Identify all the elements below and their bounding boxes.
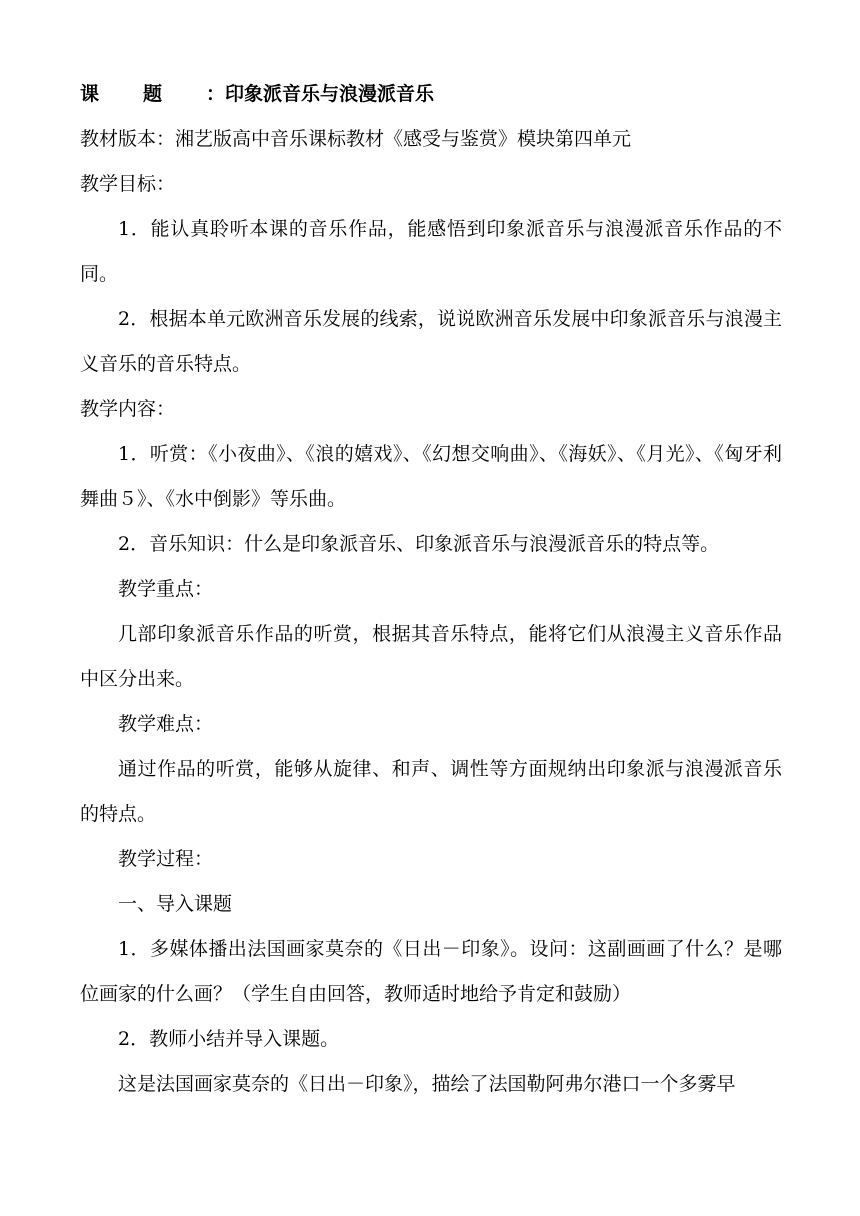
process-step-item-1: 1．多媒体播出法国画家莫奈的《日出－印象》。设问：这副画画了什么？是哪位画家的什么画？（学生自由回答，教师适时地给予肯定和鼓励）: [80, 938, 782, 1005]
teaching-content-heading: 教学内容：: [80, 398, 176, 420]
process-step-item-2: 2．教师小结并导入课题。: [118, 1028, 340, 1050]
teaching-difficulties-heading: 教学难点：: [118, 713, 214, 735]
textbook-edition: 教材版本：湘艺版高中音乐课标教材《感受与鉴赏》模块第四单元: [80, 128, 632, 150]
lesson-title-value: 印象派音乐与浪漫派音乐: [225, 83, 435, 105]
teaching-goal-item-1: 1．能认真聆听本课的音乐作品，能感悟到印象派音乐与浪漫派音乐作品的不同。: [80, 218, 782, 285]
lesson-title: [80, 72, 782, 117]
teaching-process-heading: 教学过程：: [118, 848, 214, 870]
teaching-difficulties-text: 通过作品的听赏，能够从旋律、和声、调性等方面规纳出印象派与浪漫派音乐的特点。: [80, 758, 782, 825]
process-step-text: 这是法国画家莫奈的《日出－印象》，描绘了法国勒阿弗尔港口一个多雾早: [118, 1073, 736, 1095]
teaching-goal-item-2: 2．根据本单元欧洲音乐发展的线索，说说欧洲音乐发展中印象派音乐与浪漫主义音乐的音乐特点。: [80, 308, 782, 375]
lesson-title-label: 课题: [80, 83, 207, 105]
teaching-goals-heading: 教学目标：: [80, 173, 176, 195]
teaching-key-points-heading: 教学重点：: [118, 578, 214, 600]
teaching-content-item-1: 1．听赏：《小夜曲》、《浪的嬉戏》、《幻想交响曲》、《海妖》、《月光》、《匈牙利舞曲５》、《水中倒影》等乐曲。: [80, 443, 782, 510]
teaching-content-item-2: 2．音乐知识：什么是印象派音乐、印象派音乐与浪漫派音乐的特点等。: [118, 533, 720, 555]
lesson-title-separator: ：: [206, 83, 226, 105]
process-step-heading: 一、导入课题: [118, 893, 233, 915]
teaching-key-points-text: 几部印象派音乐作品的听赏，根据其音乐特点，能将它们从浪漫主义音乐作品中区分出来。: [80, 623, 782, 690]
